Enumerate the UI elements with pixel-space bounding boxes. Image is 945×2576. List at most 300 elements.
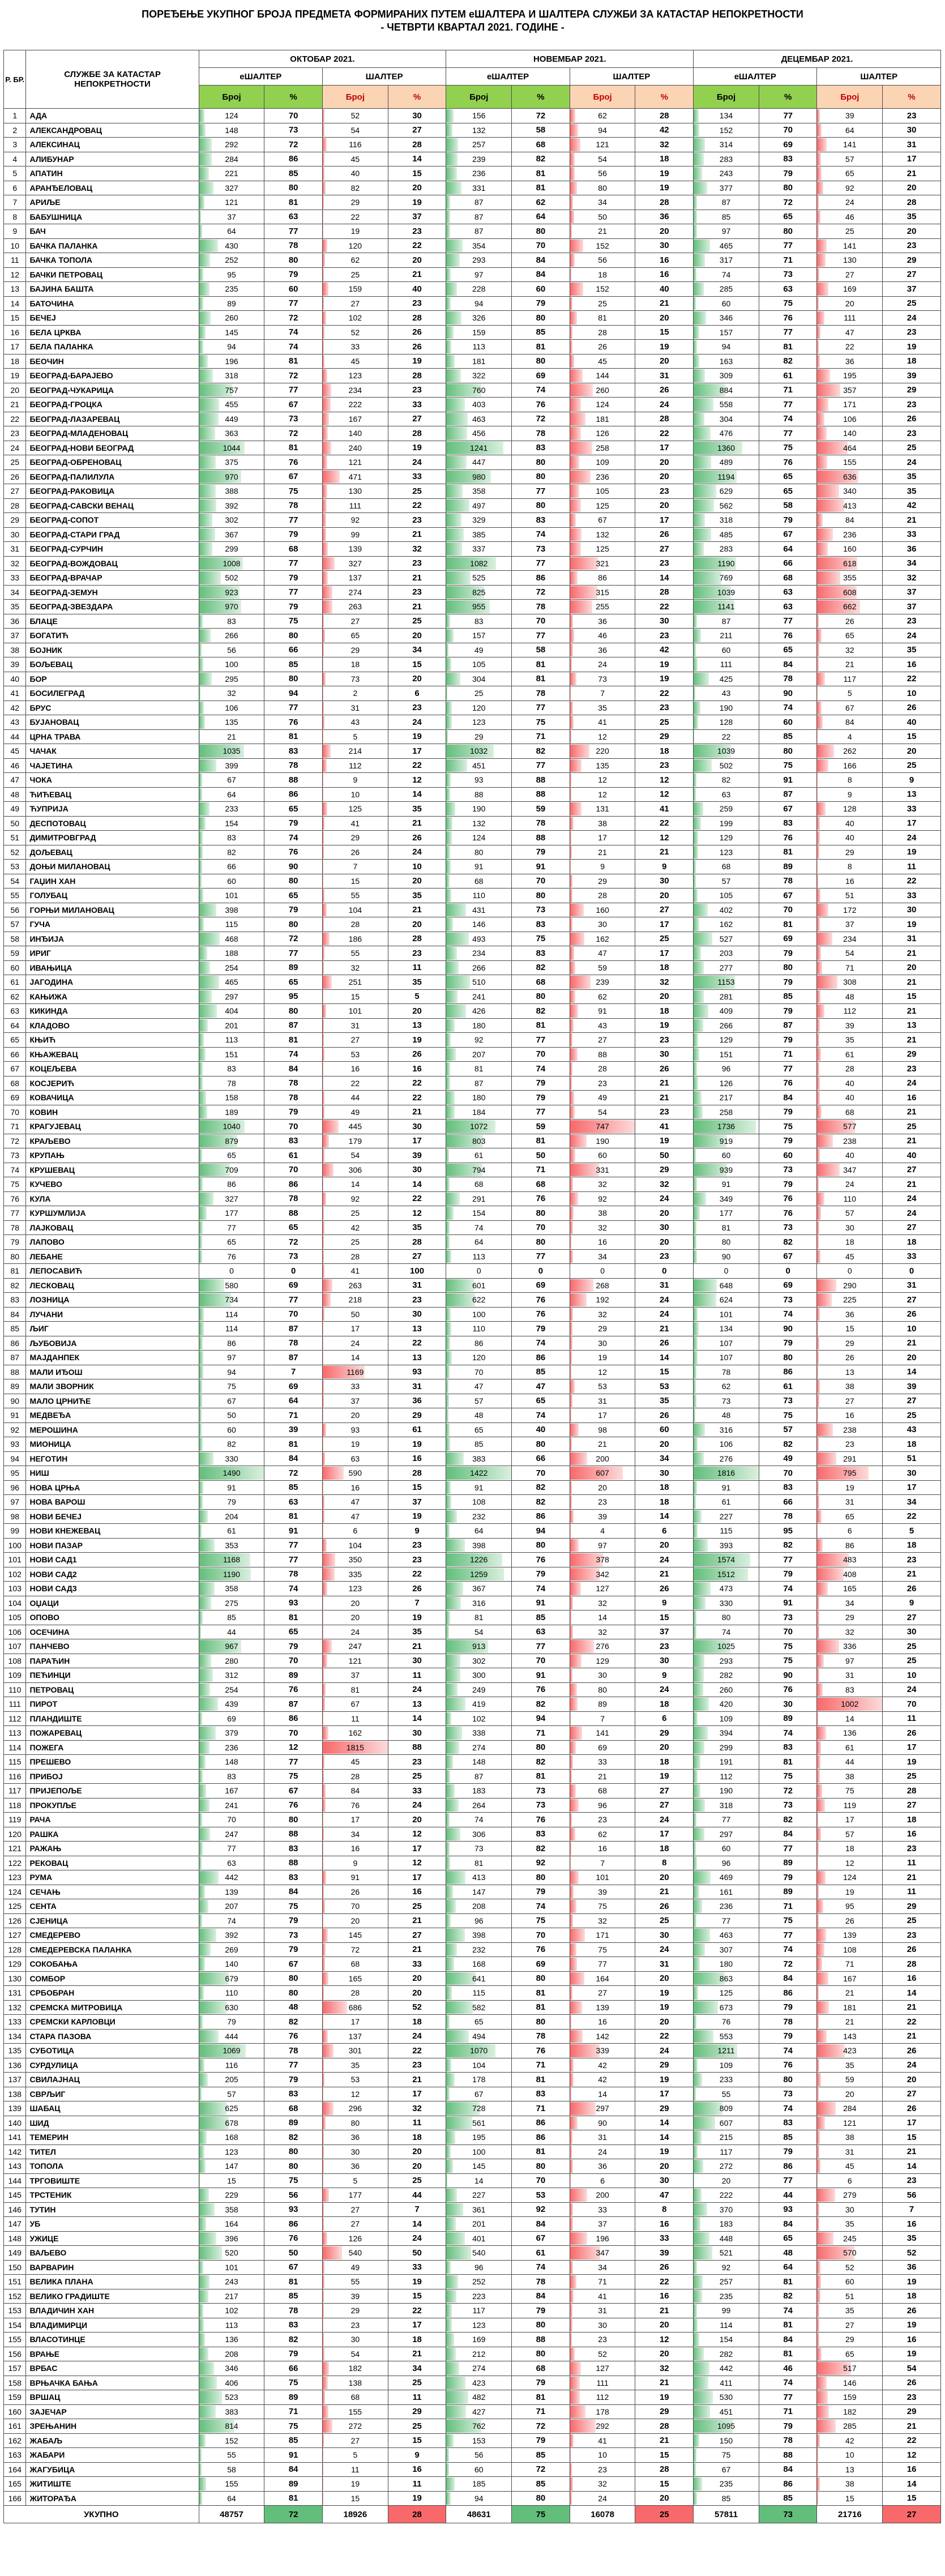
count-value: 25 — [350, 1237, 360, 1247]
row-number: 78 — [4, 1220, 26, 1235]
percent-cell: 75 — [264, 484, 323, 499]
data-bar-green — [446, 1712, 451, 1725]
count-cell — [694, 1957, 759, 1972]
data-bar-red — [817, 774, 818, 787]
count-cell — [570, 2044, 635, 2058]
count-value: 74 — [721, 270, 731, 279]
count-value: 156 — [472, 111, 486, 121]
count-value: 42 — [350, 1223, 360, 1232]
count-value: 105 — [472, 660, 486, 669]
count-cell — [694, 2029, 759, 2044]
service-name: ВЛАДИЧИН ХАН — [26, 2304, 199, 2318]
count-value: 83 — [227, 833, 236, 843]
percent-cell: 88 — [512, 787, 570, 802]
count-cell — [817, 1120, 883, 1134]
percent-cell: 84 — [512, 2289, 570, 2304]
data-bar-red — [570, 1308, 573, 1321]
count-cell — [570, 614, 635, 629]
count-cell — [570, 2477, 635, 2492]
count-value: 74 — [474, 1815, 484, 1825]
count-cell — [694, 1466, 759, 1481]
data-bar-red — [570, 788, 571, 801]
percent-cell: 80 — [512, 2491, 570, 2506]
count-cell — [570, 1567, 635, 1582]
table-row — [4, 238, 941, 253]
data-bar-red — [817, 1293, 832, 1306]
count-value: 1211 — [717, 2046, 735, 2056]
count-value: 502 — [225, 573, 238, 583]
count-value: 20 — [845, 2089, 854, 2099]
row-number: 1 — [4, 109, 26, 123]
data-bar-green — [694, 1221, 696, 1234]
data-bar-green — [694, 1250, 697, 1263]
percent-cell: 21 — [388, 600, 446, 614]
table-row — [4, 2044, 941, 2058]
count-cell — [446, 152, 512, 166]
count-value: 455 — [225, 400, 238, 409]
data-bar-green — [694, 2304, 697, 2317]
count-cell — [199, 787, 264, 802]
service-name: ЖИТОРАЂА — [26, 2491, 199, 2506]
data-bar-red — [323, 2189, 329, 2202]
percent-cell: 85 — [512, 1365, 570, 1379]
count-value: 45 — [350, 154, 360, 164]
count-value: 79 — [227, 2017, 236, 2027]
table-row — [4, 1682, 941, 1697]
data-bar-green — [446, 1871, 465, 1884]
percent-cell: 81 — [512, 1018, 570, 1033]
count-value: 123 — [348, 371, 362, 381]
count-value: 28 — [598, 1064, 607, 1074]
count-cell — [817, 1697, 883, 1712]
count-cell — [322, 802, 388, 817]
data-bar-green — [446, 1842, 450, 1855]
percent-cell: 79 — [759, 2029, 817, 2044]
count-cell — [694, 1394, 759, 1408]
count-value: 338 — [472, 1728, 486, 1738]
count-value: 56 — [598, 255, 607, 265]
service-name: НОВИ САД2 — [26, 1567, 199, 1582]
count-value: 91 — [721, 1180, 731, 1189]
count-value: 90 — [598, 2118, 607, 2128]
percent-cell: 23 — [388, 1538, 446, 1553]
count-cell — [817, 2246, 883, 2261]
percent-cell: 78 — [759, 874, 817, 888]
count-value: 1008 — [223, 558, 241, 568]
count-cell — [694, 2491, 759, 2506]
percent-cell: 77 — [759, 238, 817, 253]
data-bar-green — [446, 673, 460, 686]
percent-cell: 69 — [759, 932, 817, 946]
count-cell — [446, 903, 512, 917]
percent-cell: 23 — [388, 946, 446, 961]
data-bar-green — [694, 542, 704, 556]
data-bar-green — [199, 1453, 213, 1466]
data-bar-green — [446, 1597, 460, 1610]
count-cell — [322, 989, 388, 1004]
count-cell — [570, 729, 635, 744]
percent-cell: 27 — [883, 1394, 941, 1408]
table-row — [4, 426, 941, 441]
count-value: 67 — [721, 2464, 731, 2474]
data-bar-green — [694, 1943, 704, 1956]
count-cell — [570, 527, 635, 542]
count-value: 16 — [350, 1064, 360, 1074]
percent-cell: 74 — [512, 1899, 570, 1914]
count-cell — [817, 1091, 883, 1105]
percent-cell: 65 — [759, 210, 817, 224]
count-cell — [817, 1899, 883, 1914]
count-cell — [199, 2231, 264, 2246]
header-salter: ШАЛТЕР — [322, 68, 446, 86]
count-cell — [199, 354, 264, 369]
percent-cell: 25 — [883, 1654, 941, 1668]
percent-cell: 73 — [759, 2087, 817, 2101]
count-cell — [694, 773, 759, 788]
count-value: 235 — [225, 284, 238, 294]
percent-cell: 28 — [388, 1235, 446, 1250]
count-cell — [694, 1120, 759, 1134]
count-value: 14 — [350, 1180, 360, 1189]
count-value: 169 — [843, 284, 857, 294]
count-value: 252 — [225, 255, 238, 265]
row-number: 23 — [4, 426, 26, 441]
count-cell — [817, 2029, 883, 2044]
data-bar-red — [817, 2102, 835, 2115]
table-row — [4, 2058, 941, 2073]
percent-cell: 16 — [883, 1827, 941, 1842]
service-name: БЕОЧИН — [26, 354, 199, 369]
data-bar-green — [199, 240, 218, 253]
count-value: 163 — [719, 356, 733, 366]
count-cell — [570, 744, 635, 759]
data-bar-green — [694, 774, 696, 787]
service-name: БЕЧЕЈ — [26, 311, 199, 326]
count-value: 29 — [350, 833, 360, 843]
data-bar-red — [570, 499, 581, 512]
count-value: 80 — [350, 2118, 360, 2128]
percent-cell: 26 — [388, 1047, 446, 1062]
percent-cell: 32 — [635, 2361, 694, 2376]
data-bar-green — [694, 167, 702, 180]
percent-cell: 75 — [264, 614, 323, 629]
count-value: 14 — [598, 1613, 607, 1622]
count-value: 86 — [227, 1338, 236, 1348]
count-value: 402 — [719, 905, 733, 915]
table-row — [4, 1206, 941, 1221]
count-value: 102 — [225, 2306, 238, 2316]
count-value: 101 — [719, 1309, 733, 1319]
percent-cell: 9 — [388, 2448, 446, 2463]
count-cell — [817, 932, 883, 946]
service-name: КУЧЕВО — [26, 1177, 199, 1192]
count-value: 234 — [472, 949, 486, 958]
percent-cell: 20 — [635, 1235, 694, 1250]
count-value: 27 — [350, 2436, 360, 2445]
percent-cell: 74 — [759, 2101, 817, 2116]
count-cell — [199, 1740, 264, 1755]
count-value: 919 — [719, 1136, 733, 1146]
count-cell — [817, 1336, 883, 1351]
count-cell — [817, 354, 883, 369]
data-bar-green — [446, 268, 451, 281]
count-cell — [694, 1206, 759, 1221]
count-value: 276 — [596, 1642, 609, 1651]
percent-cell: 64 — [759, 2260, 817, 2275]
percent-cell: 13 — [388, 1322, 446, 1336]
data-bar-green — [694, 687, 695, 700]
count-cell — [199, 1524, 264, 1539]
data-bar-green — [446, 1019, 455, 1032]
count-cell — [446, 773, 512, 788]
percent-cell: 40 — [635, 282, 694, 297]
percent-cell: 21 — [388, 2347, 446, 2361]
data-bar-red — [323, 1106, 324, 1119]
percent-cell: 29 — [635, 2404, 694, 2419]
count-cell — [570, 1206, 635, 1221]
data-bar-red — [817, 413, 824, 426]
percent-cell: 77 — [264, 2058, 323, 2073]
percent-cell: 72 — [759, 1784, 817, 1798]
count-value: 317 — [719, 255, 733, 265]
row-number: 59 — [4, 946, 26, 961]
count-value: 43 — [721, 689, 731, 698]
count-value: 36 — [598, 616, 607, 626]
count-cell — [322, 1755, 388, 1770]
count-value: 59 — [598, 963, 607, 972]
data-bar-red — [817, 673, 824, 686]
percent-cell: 14 — [388, 1711, 446, 1726]
service-name: СОКОБАЊА — [26, 1957, 199, 1972]
service-name: ВЕЛИКА ПЛАНА — [26, 2275, 199, 2289]
data-bar-red — [323, 2044, 333, 2057]
percent-cell: 84 — [264, 2462, 323, 2477]
data-bar-red — [323, 1467, 344, 1480]
percent-cell: 79 — [264, 1913, 323, 1928]
percent-cell: 77 — [264, 556, 323, 571]
percent-cell: 89 — [264, 2477, 323, 2492]
percent-cell: 74 — [759, 1582, 817, 1596]
percent-cell: 17 — [635, 1827, 694, 1842]
count-cell — [322, 1177, 388, 1192]
percent-cell: 19 — [635, 2073, 694, 2087]
percent-cell: 13 — [388, 1351, 446, 1365]
count-cell — [322, 2058, 388, 2073]
percent-cell: 77 — [512, 484, 570, 499]
count-value: 255 — [596, 602, 609, 612]
table-row — [4, 138, 941, 152]
table-row — [4, 1971, 941, 1986]
count-cell — [199, 1249, 264, 1264]
count-value: 398 — [472, 1930, 486, 1940]
data-bar-red — [817, 1438, 819, 1451]
table-row — [4, 1986, 941, 2001]
count-value: 284 — [225, 154, 238, 164]
data-bar-red — [570, 1712, 571, 1725]
percent-cell: 80 — [512, 1206, 570, 1221]
table-row — [4, 1856, 941, 1870]
count-cell — [694, 1654, 759, 1668]
data-bar-green — [446, 658, 451, 671]
count-cell — [694, 1322, 759, 1336]
count-value: 23 — [598, 2464, 607, 2474]
percent-cell: 17 — [388, 1134, 446, 1148]
data-bar-red — [817, 629, 821, 642]
count-cell — [694, 1163, 759, 1177]
data-bar-green — [446, 1987, 451, 2000]
percent-cell: 70 — [512, 874, 570, 888]
count-value: 6 — [353, 1526, 358, 1536]
percent-cell: 59 — [512, 1120, 570, 1134]
percent-cell: 76 — [264, 2029, 323, 2044]
count-value: 220 — [596, 746, 609, 756]
count-cell — [694, 1105, 759, 1120]
percent-cell: 22 — [635, 686, 694, 701]
count-value: 1490 — [223, 1468, 241, 1478]
count-value: 980 — [472, 472, 486, 481]
data-bar-green — [199, 1727, 216, 1740]
total-cell: 25 — [635, 2506, 694, 2523]
count-cell — [199, 195, 264, 210]
percent-cell: 36 — [388, 1394, 446, 1408]
data-bar-green — [446, 730, 447, 744]
count-value: 104 — [348, 905, 362, 915]
row-number: 115 — [4, 1755, 26, 1770]
data-bar-green — [694, 2131, 702, 2144]
percent-cell: 74 — [512, 1062, 570, 1076]
count-value: 22 — [845, 342, 854, 352]
data-bar-red — [570, 1886, 574, 1899]
service-name: БОЈНИК — [26, 643, 199, 657]
percent-cell: 22 — [388, 1336, 446, 1351]
count-value: 302 — [225, 515, 238, 525]
count-value: 28 — [350, 920, 360, 929]
count-value: 67 — [598, 515, 607, 525]
data-bar-red — [817, 1091, 820, 1104]
table-row — [4, 1769, 941, 1784]
count-value: 423 — [472, 2378, 486, 2387]
percent-cell: 20 — [635, 2159, 694, 2174]
data-bar-red — [570, 2304, 573, 2317]
count-value: 71 — [598, 2277, 607, 2287]
table-row — [4, 860, 941, 874]
count-cell — [817, 1365, 883, 1379]
data-bar-red — [817, 716, 823, 729]
percent-cell: 21 — [883, 166, 941, 181]
percent-cell: 21 — [883, 2000, 941, 2015]
count-value: 107 — [719, 1353, 733, 1362]
data-bar-red — [570, 1669, 573, 1682]
count-cell — [446, 527, 512, 542]
count-value: 109 — [719, 2060, 733, 2070]
percent-cell: 76 — [512, 2044, 570, 2058]
count-cell — [694, 398, 759, 412]
percent-cell: 28 — [388, 369, 446, 383]
count-value: 147 — [225, 2161, 238, 2171]
count-cell — [446, 354, 512, 369]
count-cell — [570, 1004, 635, 1019]
percent-cell: 19 — [635, 181, 694, 195]
percent-cell: 87 — [264, 1697, 323, 1712]
count-cell — [817, 2116, 883, 2130]
percent-cell: 22 — [883, 2015, 941, 2030]
data-bar-green — [199, 2492, 202, 2505]
data-bar-red — [323, 1164, 333, 1177]
percent-cell: 6 — [635, 1524, 694, 1539]
data-bar-red — [817, 2290, 820, 2303]
count-cell — [570, 1120, 635, 1134]
percent-cell: 20 — [635, 888, 694, 903]
count-cell — [322, 946, 388, 961]
percent-cell: 35 — [883, 643, 941, 657]
row-number: 72 — [4, 1134, 26, 1148]
data-bar-green — [199, 2434, 206, 2447]
count-cell — [322, 585, 388, 600]
data-bar-green — [446, 687, 447, 700]
count-cell — [199, 498, 264, 513]
count-cell — [694, 1062, 759, 1076]
percent-cell: 20 — [388, 1813, 446, 1827]
count-cell — [570, 2058, 635, 2073]
count-value: 205 — [225, 2075, 238, 2084]
count-cell — [322, 1538, 388, 1553]
percent-cell: 19 — [388, 1509, 446, 1524]
data-bar-red — [570, 196, 573, 209]
count-value: 20 — [721, 2176, 731, 2185]
count-cell — [694, 2333, 759, 2347]
data-bar-red — [817, 283, 828, 296]
count-value: 70 — [227, 1815, 236, 1825]
count-cell — [570, 1827, 635, 1842]
data-bar-green — [199, 2304, 204, 2317]
percent-cell: 82 — [759, 1437, 817, 1452]
count-value: 45 — [598, 356, 607, 366]
count-value: 87 — [721, 198, 731, 207]
data-bar-green — [199, 2059, 204, 2072]
data-bar-red — [323, 716, 324, 729]
count-value: 56 — [474, 2450, 484, 2460]
count-value: 61 — [474, 1151, 484, 1160]
count-cell — [570, 629, 635, 643]
data-bar-red — [323, 904, 327, 917]
table-row — [4, 1538, 941, 1553]
count-value: 1816 — [717, 1468, 736, 1478]
count-cell — [199, 1596, 264, 1610]
count-value: 379 — [225, 1728, 238, 1738]
percent-cell: 54 — [883, 2361, 941, 2376]
percent-cell: 82 — [759, 2289, 817, 2304]
count-cell — [694, 2144, 759, 2159]
data-bar-green — [446, 427, 467, 440]
count-value: 299 — [225, 544, 238, 554]
count-cell — [817, 1466, 883, 1481]
percent-cell: 21 — [883, 513, 941, 528]
percent-cell: 33 — [388, 398, 446, 412]
count-cell — [199, 426, 264, 441]
percent-cell: 79 — [759, 513, 817, 528]
count-cell — [817, 1726, 883, 1741]
percent-cell: 32 — [635, 975, 694, 990]
data-bar-red — [817, 369, 829, 382]
data-bar-green — [694, 2203, 707, 2216]
percent-cell: 71 — [264, 1408, 323, 1423]
count-value: 30 — [350, 2335, 360, 2344]
count-value: 112 — [596, 2393, 609, 2402]
count-value: 401 — [472, 2233, 486, 2243]
percent-cell: 52 — [883, 2246, 941, 2261]
percent-cell: 23 — [388, 1755, 446, 1770]
data-bar-red — [323, 1943, 326, 1956]
